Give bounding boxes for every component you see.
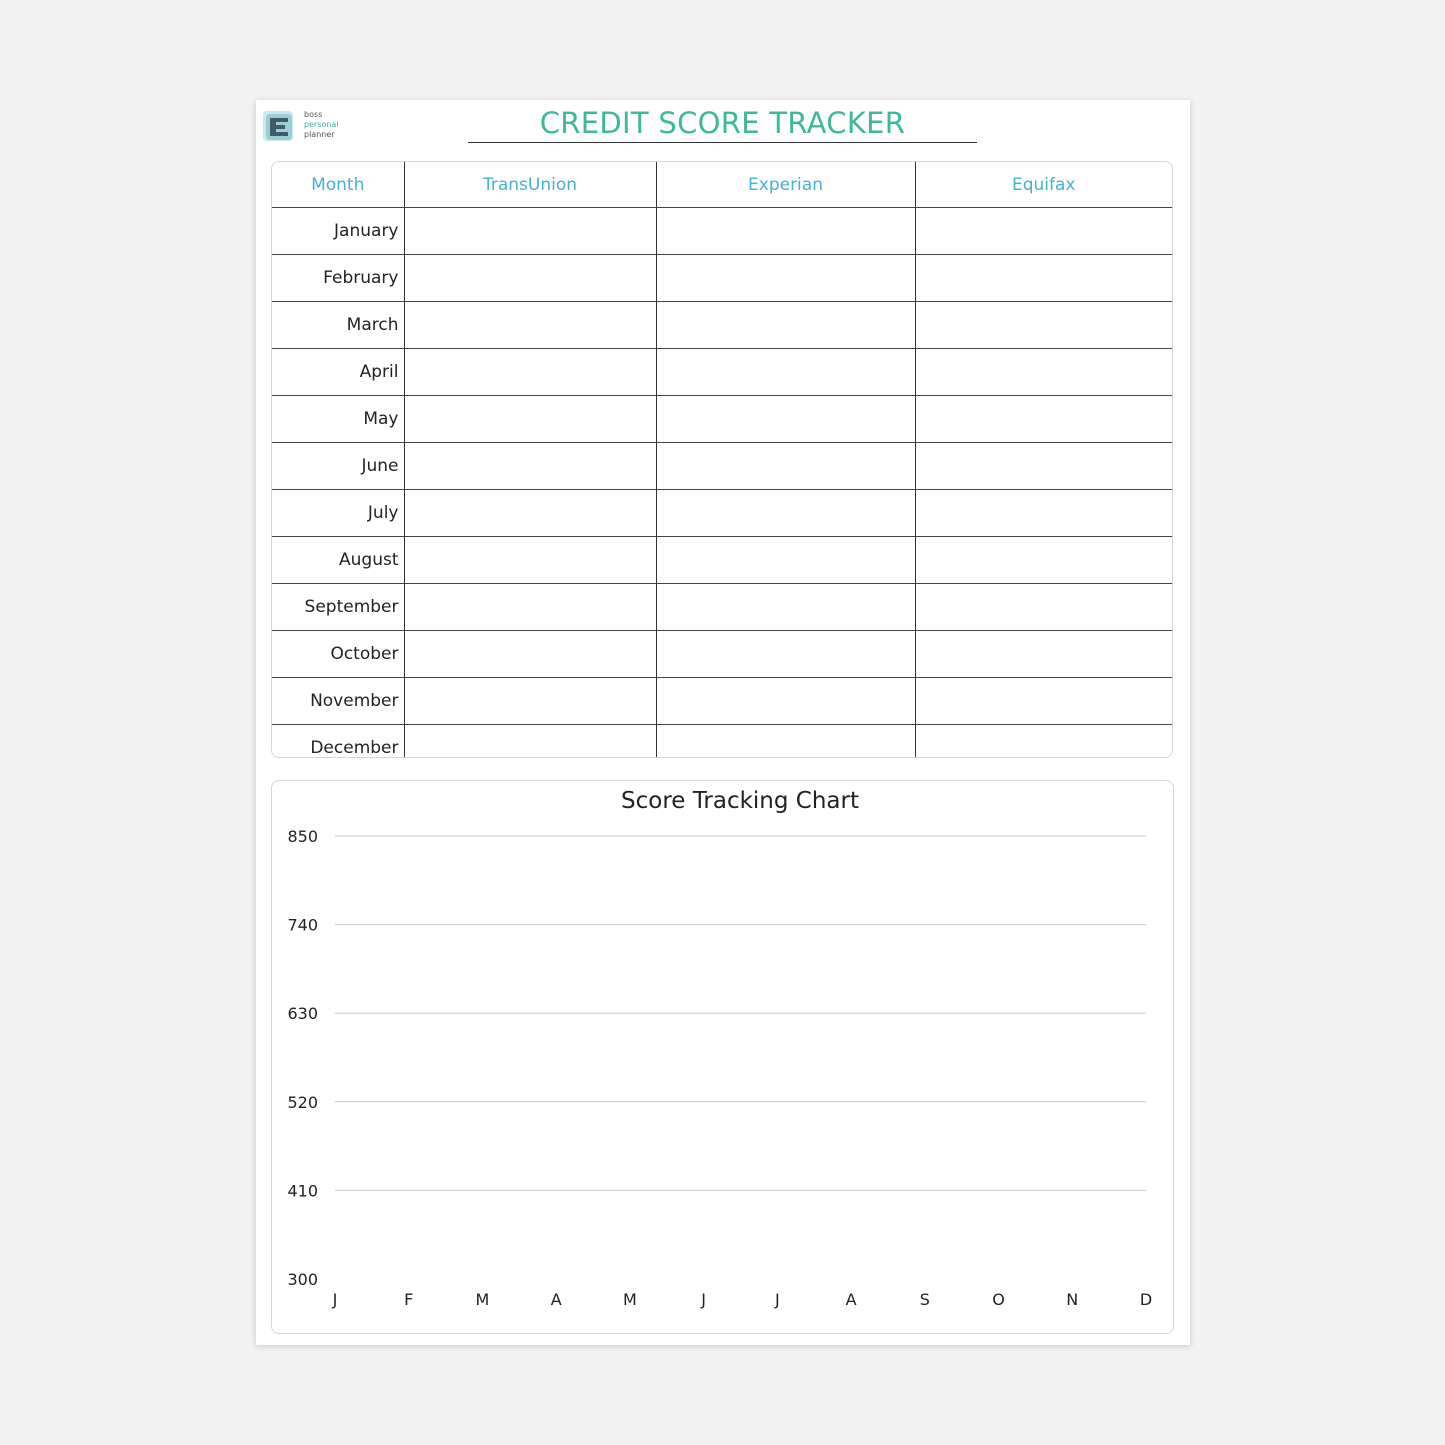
month-label: December: [272, 725, 404, 759]
x-tick-label: J: [701, 1290, 706, 1309]
table-row: [272, 631, 1172, 678]
equifax-score-cell[interactable]: [915, 208, 1172, 255]
logo-line-3: planner: [304, 130, 335, 139]
equifax-score-cell[interactable]: [915, 302, 1172, 349]
experian-score-cell[interactable]: [656, 443, 915, 490]
header-transunion: TransUnion: [404, 162, 656, 208]
logo-line-1: boss: [304, 110, 323, 119]
score-chart-card: [271, 780, 1174, 1334]
logo: [262, 109, 352, 145]
table-row: [272, 678, 1172, 725]
logo-text: [304, 110, 339, 140]
transunion-score-cell[interactable]: [404, 255, 656, 302]
transunion-score-cell[interactable]: [404, 631, 656, 678]
tracker-page: [256, 100, 1190, 1345]
table-row: [272, 396, 1172, 443]
experian-score-cell[interactable]: [656, 584, 915, 631]
planner-logo-icon: [262, 109, 296, 143]
transunion-score-cell[interactable]: [404, 725, 656, 759]
equifax-score-cell[interactable]: [915, 631, 1172, 678]
x-tick-label: M: [623, 1290, 637, 1309]
table-row: [272, 584, 1172, 631]
transunion-score-cell[interactable]: [404, 678, 656, 725]
transunion-score-cell[interactable]: [404, 443, 656, 490]
score-table-card: [271, 161, 1173, 758]
month-label: November: [272, 678, 404, 725]
logo-line-2: personal: [304, 120, 339, 129]
transunion-score-cell[interactable]: [404, 302, 656, 349]
header-month: Month: [272, 162, 404, 208]
experian-score-cell[interactable]: [656, 302, 915, 349]
y-tick-label: 740: [287, 915, 318, 935]
x-tick-label: J: [775, 1290, 780, 1309]
experian-score-cell[interactable]: [656, 490, 915, 537]
transunion-score-cell[interactable]: [404, 490, 656, 537]
equifax-score-cell[interactable]: [915, 255, 1172, 302]
x-tick-label: A: [550, 1290, 562, 1309]
y-tick-label: 630: [287, 1004, 318, 1024]
experian-score-cell[interactable]: [656, 255, 915, 302]
x-tick-label: O: [992, 1290, 1005, 1309]
month-label: April: [272, 349, 404, 396]
header-experian: Experian: [656, 162, 915, 208]
table-row: [272, 725, 1172, 759]
equifax-score-cell[interactable]: [915, 725, 1172, 759]
equifax-score-cell[interactable]: [915, 584, 1172, 631]
table-row: [272, 537, 1172, 584]
header-equifax: Equifax: [915, 162, 1172, 208]
table-row: [272, 443, 1172, 490]
transunion-score-cell[interactable]: [404, 349, 656, 396]
table-row: [272, 302, 1172, 349]
experian-score-cell[interactable]: [656, 208, 915, 255]
equifax-score-cell[interactable]: [915, 537, 1172, 584]
transunion-score-cell[interactable]: [404, 584, 656, 631]
transunion-score-cell[interactable]: [404, 208, 656, 255]
x-tick-label: D: [1139, 1290, 1153, 1309]
experian-score-cell[interactable]: [656, 396, 915, 443]
experian-score-cell[interactable]: [656, 725, 915, 759]
month-label: October: [272, 631, 404, 678]
table-row: [272, 255, 1172, 302]
month-label: August: [272, 537, 404, 584]
month-label: July: [272, 490, 404, 537]
equifax-score-cell[interactable]: [915, 678, 1172, 725]
experian-score-cell[interactable]: [656, 631, 915, 678]
x-tick-label: M: [475, 1290, 490, 1309]
y-tick-label: 300: [287, 1270, 318, 1289]
table-row: [272, 490, 1172, 537]
month-label: January: [334, 221, 399, 241]
table-row: [272, 208, 1172, 255]
month-label: June: [272, 443, 404, 490]
table-header-row: [272, 162, 1172, 208]
equifax-score-cell[interactable]: [915, 443, 1172, 490]
x-tick-label: F: [404, 1290, 414, 1309]
month-label: February: [272, 255, 404, 302]
equifax-score-cell[interactable]: [915, 396, 1172, 443]
x-tick-label: S: [919, 1290, 930, 1309]
y-tick-label: 850: [287, 827, 318, 846]
chart-title: Score Tracking Chart: [621, 788, 859, 814]
x-tick-label: A: [845, 1290, 857, 1309]
transunion-score-cell[interactable]: [404, 396, 656, 443]
table-row: [272, 349, 1172, 396]
x-tick-label: N: [1066, 1290, 1079, 1309]
y-tick-label: 410: [287, 1181, 318, 1201]
page-title: CREDIT SCORE TRACKER: [468, 106, 977, 143]
score-table: [272, 162, 1172, 758]
month-label: March: [272, 302, 404, 349]
experian-score-cell[interactable]: [656, 349, 915, 396]
experian-score-cell[interactable]: [656, 537, 915, 584]
transunion-score-cell[interactable]: [404, 537, 656, 584]
equifax-score-cell[interactable]: [915, 490, 1172, 537]
x-tick-label: J: [332, 1290, 338, 1309]
equifax-score-cell[interactable]: [915, 349, 1172, 396]
month-label: May: [272, 396, 404, 443]
experian-score-cell[interactable]: [656, 678, 915, 725]
month-label: September: [272, 584, 404, 631]
y-tick-label: 520: [287, 1092, 318, 1112]
score-tracking-chart: [272, 781, 1175, 1335]
